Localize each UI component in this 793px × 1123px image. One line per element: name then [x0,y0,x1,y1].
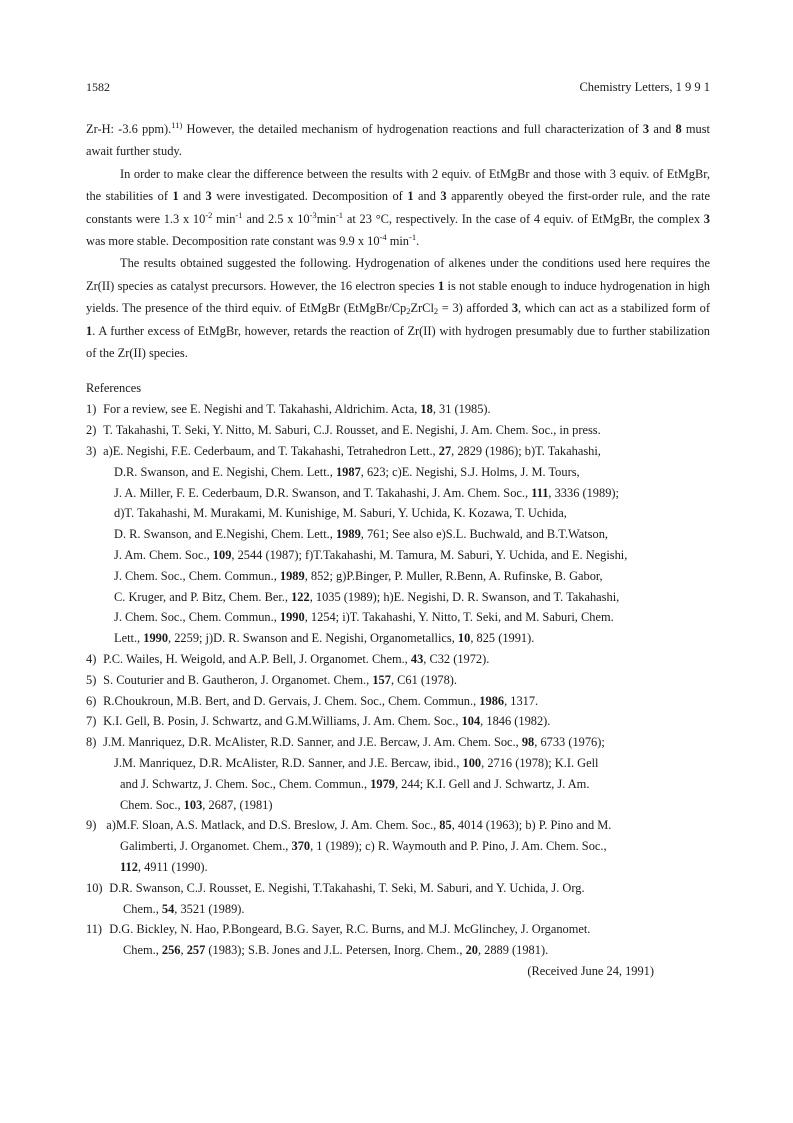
reference-10: 10) D.R. Swanson, C.J. Rousset, E. Negishi, T.Takahashi, T. Seki, M. Saburi, and Y. Uchida, J. Org. Chem., 54, 3521 (1989). [86,880,585,916]
article-body [86,118,710,982]
journal-title: Chemistry Letters, 1 9 9 1 [579,80,710,94]
reference-3: 3) a)E. Negishi, F.E. Cederbaum, and T. Takahashi, Tetrahedron Lett., 27, 2829 (1986); b)T. Takahashi, D.R. Swanson, and E. Negishi, Chem. Lett., 1987, 623; c)E. Negishi, S.J. Holms, J. M. Tours, J. A. Miller, F. E. Cederbaum, D.R. Swanson, and T. Takahashi, J. Am. Chem. Soc., 111, 3336 (1989); d)T. Takahashi, M. Murakami, M. Kunishige, M. Saburi, Y. Uchida, K. Kozawa, T. Uchida, D. R. Swanson, and E.Negishi, Chem. Lett., 1989, 761; See also e)S.L. Buchwald, and B.T.Watson, J. Am. Chem. Soc., 109, 2544 (1987); f)T.Takahashi, M. Tamura, M. Saburi, Y. Uchida, and E. Negishi, J. Chem. Soc., Chem. Commun., 1989, 852; g)P.Binger, P. Muller, R.Benn, A. Rufinske, B. Gabor, C. Kruger, and P. Bitz, Chem. Ber., 122, 1035 (1989); h)E. Negishi, D. R. Swanson, and T. Takahashi, J. Chem. Soc., Chem. Commun., 1990, 1254; i)T. Takahashi, Y. Nitto, T. Seki, and M. Saburi, Chem. Lett., 1990, 2259; j)D. R. Swanson and E. Negishi, Organometallics, 10, 825 (1991). [86,444,628,646]
reference-11: 11) D.G. Bickley, N. Hao, P.Bongeard, B.G. Sayer, R.C. Burns, and M.J. McGlinchey, J. Organomet. Chem., 256, 257 (1983); S.B. Jones and J.L. Petersen, Inorg. Chem., 20, 2889 (1981). [86,922,591,958]
reference-6: 6) R.Choukroun, M.B. Bert, and D. Gervais, J. Chem. Soc., Chem. Commun., 1986, 1317. [86,693,539,708]
received-date: (Received June 24, 1991) [527,963,654,978]
paragraph-2: In order to make clear the difference between the results with 2 equiv. of EtMgBr and those with 3 equiv. of EtMgBr, the stabilities of 1 and 3 were investigated. Decomposition of 1 and 3 apparently obeyed the first-order rule, and the rate constants were 1.3 x $10^{-2}$ $\min^{-1}$ and 2.5 x $10^{-3}\min^{-1}$ at 23 °C, respectively. In the case of 4 equiv. of EtMgBr, the complex 3 was more stable. Decomposition rate constant was 9.9 x $10^{-4}$ $\min^{-1}$. [86,166,710,249]
reference-2: 2) T. Takahashi, T. Seki, Y. Nitto, M. Saburi, C.J. Rousset, and E. Negishi, J. Am. Chem. Soc., in press. [86,423,601,438]
reference-5: 5) S. Couturier and B. Gautheron, J. Organomet. Chem., 157, C61 (1978). [86,672,458,687]
reference-9: 9) a)M.F. Sloan, A.S. Matlack, and D.S. Breslow, J. Am. Chem. Soc., 85, 4014 (1963); b) P. Pino and M. Galimberti, J. Organomet. Chem., 370, 1 (1989); c) R. Waymouth and P. Pino, J. Am. Chem. Soc., 112, 4911 (1990). [86,818,612,874]
reference-8: 8) J.M. Manriquez, D.R. McAlister, R.D. Sanner, and J.E. Bercaw, J. Am. Chem. Soc., 98, 6733 (1976); J.M. Manriquez, D.R. McAlister, R.D. Sanner, and J.E. Bercaw, ibid., 100, 2716 (1978); K.I. Gell and J. Schwartz, J. Chem. Soc., Chem. Commun., 1979, 244; K.I. Gell and J. Schwartz, J. Am. Chem. Soc., 103, 2687, (1981) [86,735,605,812]
page-number: 1582 [86,80,110,94]
reference-list [86,399,710,961]
paragraph-3: The results obtained suggested the following. Hydrogenation of alkenes under the conditions used here requires the Zr(II) species as catalyst precursors. However, the 16 electron species 1 is not stable enough to induce hydrogenation in high yields. The presence of the third equiv. of EtMgBr $(EtMgBr/Cp_2ZrCl_2 = 3)$ afforded 3, which can act as a stabilized form of 1. A further excess of EtMgBr, however, retards the reaction of Zr(II) with hydrogen presumably due to further stabilization of the Zr(II) species. [86,256,710,361]
reference-1: 1) For a review, see E. Negishi and T. Takahashi, Aldrichim. Acta, 18, 31 (1985). [86,402,491,417]
reference-4: 4) P.C. Wailes, H. Weigold, and A.P. Bell, J. Organomet. Chem., 43, C32 (1972). [86,652,490,667]
paragraph-1: Zr-H: -3.6 ppm).$^{11)}$ However, the detailed mechanism of hydrogenation reactions and full characterization of 3 and 8 must await further study. [86,120,710,159]
reference-7: 7) K.I. Gell, B. Posin, J. Schwartz, and G.M.Williams, J. Am. Chem. Soc., 104, 1846 (1982). [86,714,551,729]
page-header [86,80,710,98]
references-heading: References [86,381,142,396]
